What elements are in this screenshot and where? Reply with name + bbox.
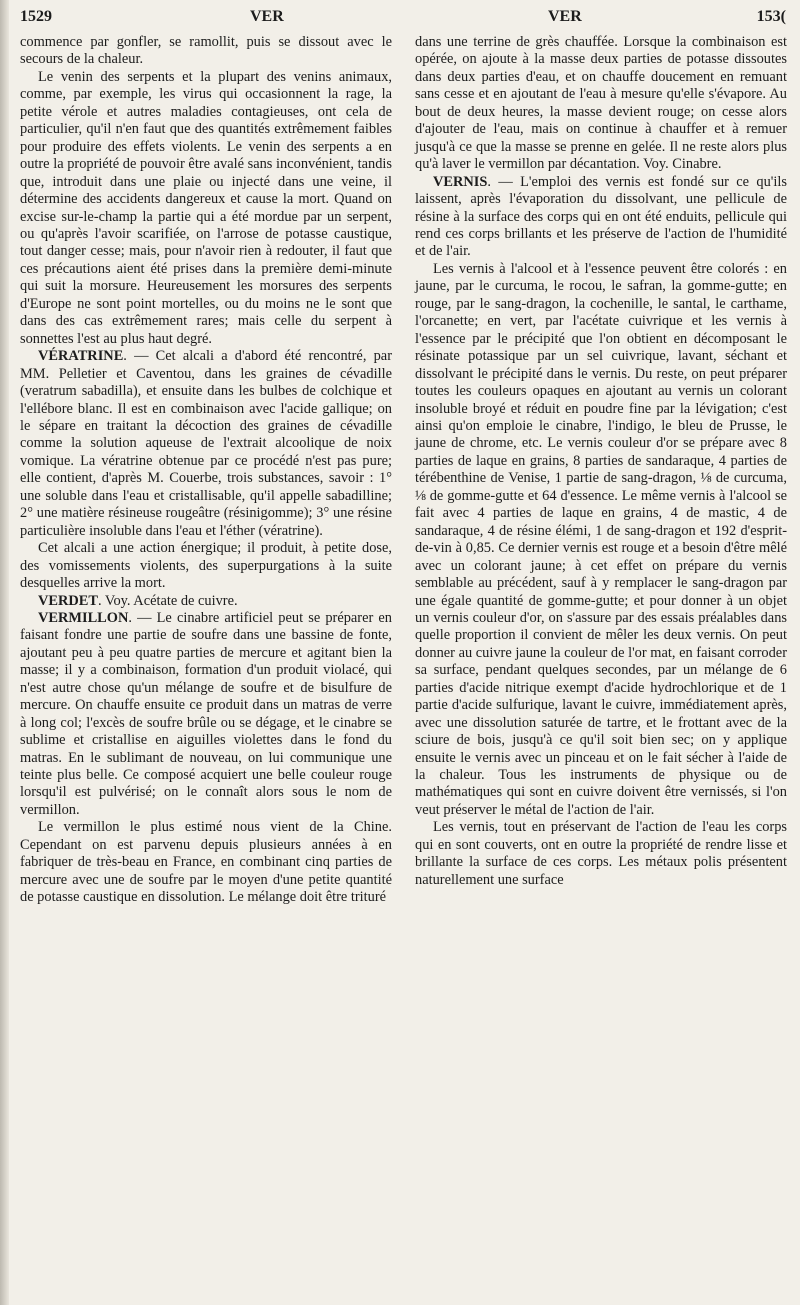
entry-headword: VERDET	[38, 592, 98, 609]
paragraph-vermillon-continuation: dans une terrine de grès chauffée. Lorsque la combinaison est opérée, on ajoute à la masse deux parties de potasse dissoutes dans deux parties d'eau, et on chauffe doucement en remuant sans cesse et en ajoutant de l'eau à mesure qu'elle s'évapore. Au bout de deux heures, la masse devient rouge; on cesse alors d'ajouter de l'eau, mais on continue à chauffer et à remuer jusqu'à ce que la masse se prenne en gelée. Il ne reste alors plus qu'à laver le vermillon par décantation. Voy. Cinabre.	[415, 34, 787, 173]
paragraph-vernis-colores: Les vernis à l'alcool et à l'essence peuvent être colorés : en jaune, par le curcuma, le rocou, le safran, la gomme-gutte; en rouge, par le sang-dragon, la cochenille, le santal, le carthame, l'orcanette; en vert, par l'acétate cuivrique et les vernis à l'essence par le précipité que l'on obtient en décomposant le résinate potassique par un sel cuivrique, lavant, séchant et dissolvant le précipité dans le vernis. Du reste, on peut préparer toutes les couleurs opaques en ajoutant au vernis un colorant insoluble broyé et réduit en poudre fine par la lévigation; c'est ainsi qu'on emploie le cinabre, l'indigo, le bleu de Prusse, le jaune de chrome, etc. Le vernis couleur d'or se prépare avec 8 parties de laque en grains, 8 parties de sandaraque, 4 parties de térébenthine de Venise, 1 partie de sang-dragon, ⅛ de curcuma, ⅛ de gomme-gutte et 64 d'essence. Le même vernis à l'alcool se fait avec 4 parties de laque en grains, 4 de mastic, 4 de sandaraque, 4 de résine élémi, 1 de sang-dragon et 192 d'esprit-de-vin à 0,85. Ce dernier vernis est rouge et a besoin d'être mêlé avec un colorant jaune; à cet effet on prépare du vernis semblable au précédent, sauf à y remplacer le sang-dragon par une égale quantité de gomme-gutte; et pour donner à un objet un vernis couleur d'or, on s'assure par des essais préalables dans quelle proportion il convient de mêler les deux vernis. On peut donner au cuivre jaune la couleur de l'or mat, en faisant corroder sa surface, pendant quelques secondes, par un mélange de 6 parties d'acide nitrique exempt d'acide hydrochlorique et de 1 partie d'acide sulfurique, lavant le cuivre, immédiatement après, avec une dissolution saturée de tartre, et le frottant avec de la sciure de bois, jusqu'à ce qu'il soit bien sec; on y applique ensuite le vernis avec un pinceau et on le fait sécher à l'aide de la chaleur. Tous les instruments de physique ou de mathématiques qui sont en cuivre doivent être vernissés, si l'on veut préserver le métal de l'action de l'air.	[415, 260, 787, 818]
guide-word-right: VER	[548, 8, 582, 25]
paragraph-veratrine-action: Cet alcali a une action énergique; il produit, à petite dose, des vomissements violents, des superpurgations à la suite desquelles arrive la mort.	[20, 540, 392, 592]
page-number-left: 1529	[20, 8, 52, 25]
guide-word-left: VER	[250, 8, 284, 25]
page-binding-edge	[0, 0, 9, 1305]
entry-vernis: VERNIS. — L'emploi des vernis est fondé sur ce qu'ils laissent, après l'évaporation du dissolvant, une pellicule de résine à la surface des corps qui en ont été enduits, pellicule qui rend ces corps brillants et les préserve de l'action de l'humidité et de l'air.	[415, 173, 787, 260]
entry-vermillon: VERMILLON. — Le cinabre artificiel peut se préparer en faisant fondre une partie de soufre dans une bassine de fonte, ajoutant peu à peu quatre parties de mercure et agitant bien la masse; il y a combinaison, formation d'un produit violacé, qui n'est autre chose qu'un mélange de soufre et de bisulfure de mercure. On chauffe ensuite ce produit dans un matras de verre à long col; l'excès de soufre brûle ou se dégage, et le cinabre se sublime et cristallise en aiguilles violettes dans le fond du matras. En le sublimant de nouveau, on lui communique une teinte plus belle. Ce composé acquiert une belle couleur rouge lorsqu'il est pulvérisé; on le connaît alors sous le nom de vermillon.	[20, 609, 392, 818]
paragraph-venin-serpents: Le venin des serpents et la plupart des venins animaux, comme, par exemple, les virus qui occasionnent la rage, la petite vérole et autres maladies contagieuses, ont cela de particulier, qu'il n'en faut que des quantités extrêmement faibles pour produire des effets violents. Le venin des serpents a en outre la propriété de pouvoir être avalé sans inconvénient, tandis que, introduit dans une plaie ou injecté dans une veine, il détermine des accidents dangereux et cause la mort. Quand on excise sur-le-champ la partie qui a été mordue par un serpent, ou qu'après l'avoir scarifiée, on l'arrose de potasse caustique, tout danger cesse; mais, pour n'avoir rien à redouter, il faut que ces précautions aient été prises dans la première demi-minute qui suit la morsure. Heureusement les morsures des serpents d'Europe ne sont point mortelles, ou du moins ne le sont que dans des cas extrêmement rares; mais celle du serpent à sonnettes l'est au plus haut degré.	[20, 68, 392, 347]
entry-verdet: VERDET. Voy. Acétate de cuivre.	[38, 592, 238, 609]
entry-headword: VERNIS	[433, 173, 488, 190]
right-column	[415, 34, 787, 889]
paragraph-vernis-proprietes: Les vernis, tout en préservant de l'action de l'eau les corps qui en sont couverts, ont en outre la propriété de rendre lisse et brillante la surface de ces corps. Les métaux polis présentent naturellement une surface	[415, 819, 787, 888]
paragraph-vermillon-chine: Le vermillon le plus estimé nous vient de la Chine. Cependant on est parvenu depuis plusieurs années à en fabriquer de très-beau en France, en combinant cinq parties de mercure avec une de soufre par le moyen d'une petite quantité de potasse caustique en dissolution. Le mélange doit être trituré	[20, 819, 392, 906]
running-header	[20, 8, 786, 32]
entry-veratrine: VÉRATRINE. — Cet alcali a d'abord été rencontré, par MM. Pelletier et Caventou, dans les graines de cévadille (veratrum sabadilla), et ensuite dans les bulbes de colchique et l'ellébore blanc. Il est en combinaison avec l'acide gallique; on le sépare en traitant la décoction des graines de cévadille comme la solution aqueuse de l'extrait alcoolique de noix vomique. La vératrine obtenue par ce procédé n'est pas pure; elle contient, d'après M. Couerbe, trois substances, savoir : 1° une soluble dans l'eau et cristallisable, qu'il appelle sabadilline; 2° une matière résineuse rougeâtre (résinigomme); 3° une résine particulière insoluble dans l'eau et l'éther (vératrine).	[20, 348, 392, 539]
paragraph-continuation: commence par gonfler, se ramollit, puis se dissout avec le secours de la chaleur.	[20, 34, 392, 68]
entry-headword: VÉRATRINE	[38, 348, 124, 365]
left-column	[20, 34, 392, 907]
entry-headword: VERMILLON	[38, 609, 129, 626]
page-number-right: 153(	[756, 8, 786, 25]
